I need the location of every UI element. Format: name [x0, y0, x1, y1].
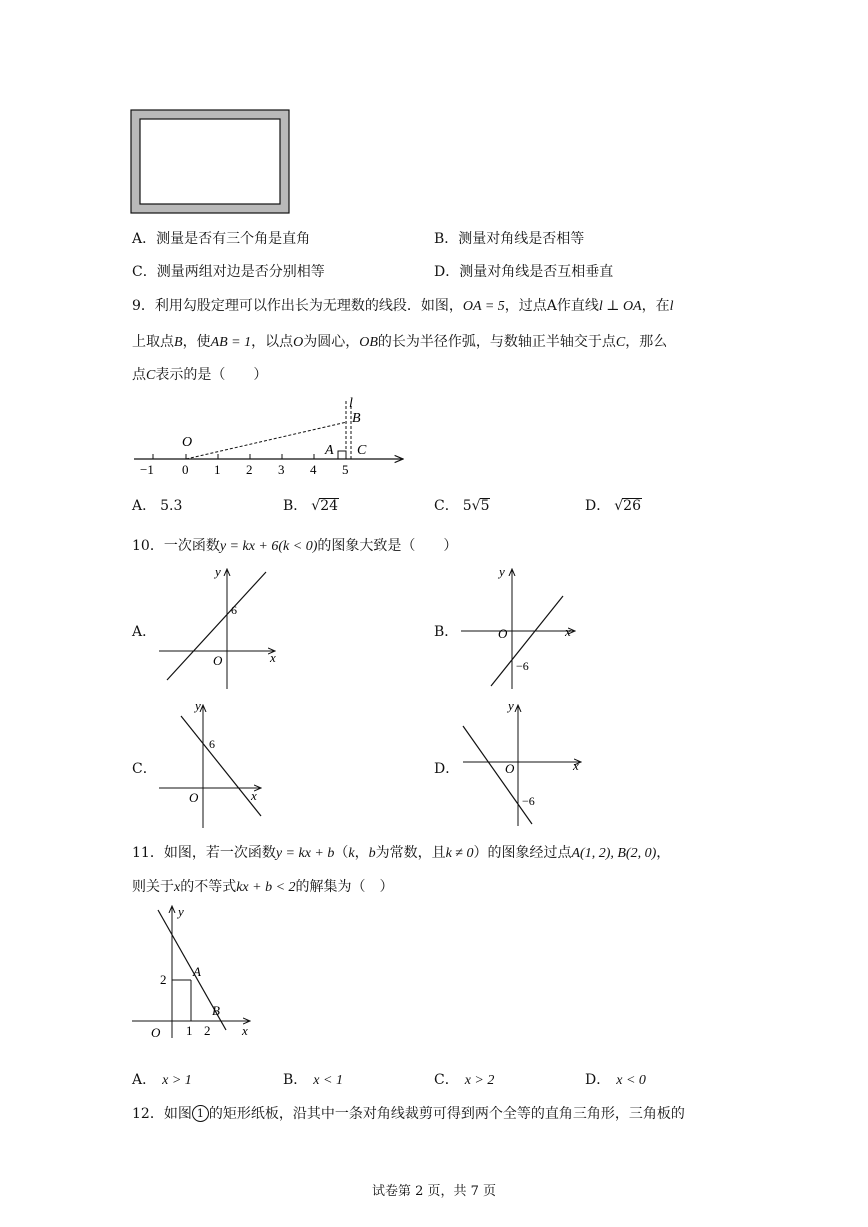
text: 的图象大致是（ ）: [317, 538, 458, 554]
intercept-label: −6: [522, 794, 535, 808]
radical-sign: √: [311, 498, 321, 514]
math-ob: OB: [359, 335, 378, 350]
text: ，过点A作直线: [504, 298, 599, 314]
intercept-label: −6: [516, 659, 529, 673]
q11-graph: [130, 900, 255, 1040]
text: 为圆心，: [303, 334, 360, 350]
label-o: O: [182, 435, 193, 450]
radicand: 24: [320, 498, 339, 514]
text: 9．利用勾股定理可以作出长为无理数的线段．如图，: [132, 298, 463, 314]
q11-option-a: [132, 1069, 192, 1089]
option-letter: C．: [434, 498, 459, 514]
page-footer: 试卷第 2 页，共 7 页: [371, 1184, 497, 1199]
math-b: B: [174, 335, 183, 350]
y-label: y: [215, 564, 221, 579]
tick-label: 1: [214, 462, 221, 477]
origin-label: O: [505, 761, 515, 776]
option-letter: D．: [434, 264, 460, 280]
point-b-label: B: [212, 1003, 220, 1018]
text: ，: [656, 845, 671, 861]
math-ab: AB = 1: [210, 335, 252, 350]
q12-line-1: [132, 1103, 685, 1123]
q8-option-c: [132, 261, 325, 281]
text: 上取点: [132, 334, 174, 350]
y-label: y: [499, 564, 505, 579]
label-b: B: [352, 411, 361, 426]
tick-label: −1: [140, 462, 154, 477]
text: 10．一次函数: [132, 538, 220, 554]
option-text: x < 1: [313, 1073, 343, 1088]
text: ，使: [182, 334, 211, 350]
option-text: 测量对角线是否相等: [458, 231, 585, 247]
intercept-label: 6: [209, 737, 215, 751]
text: 11．如图，若一次函数: [132, 845, 276, 861]
option-letter: B．: [283, 1072, 308, 1088]
text: ，那么: [625, 334, 668, 350]
text: ）的图象经过点: [473, 845, 572, 861]
option-letter: C．: [132, 264, 157, 280]
x-label: x: [251, 788, 257, 803]
text: 的长为半径作弧，与数轴正半轴交于点: [377, 334, 616, 350]
coefficient: 5: [462, 498, 472, 514]
x-tick-1: 1: [186, 1023, 193, 1038]
tick-label: 3: [278, 462, 285, 477]
x-label: x: [573, 758, 579, 773]
text: 点: [132, 367, 146, 383]
q10-graph-c: [155, 698, 267, 830]
q10-graph-b: [457, 562, 582, 692]
right-angle-mark: [338, 451, 346, 459]
q11-option-b: [283, 1069, 343, 1089]
math-perp: l ⊥ OA: [598, 299, 642, 314]
radicand: 5: [480, 498, 490, 514]
number-line-figure: [130, 393, 412, 478]
option-text: 测量是否有三个角是直角: [156, 231, 311, 247]
tick-label: 0: [182, 462, 189, 477]
q10-graph-d: [457, 698, 585, 830]
x-label: x: [270, 650, 276, 665]
q9-line-1: [132, 295, 674, 315]
point-a-label: A: [193, 964, 201, 979]
option-letter: B．: [283, 498, 308, 514]
label-a: A: [325, 443, 334, 458]
origin-label: O: [213, 653, 223, 668]
option-text: 5.3: [160, 498, 183, 514]
tick-marks: [153, 454, 346, 459]
option-text: x > 1: [162, 1073, 192, 1088]
label-c: C: [357, 443, 367, 458]
y-label: y: [508, 698, 514, 713]
math-x: x: [174, 880, 181, 895]
math-oa: OA = 5: [462, 299, 505, 314]
math-equation: y = kx + b: [275, 846, 335, 861]
q11-line-1: [132, 842, 670, 862]
q8-option-b: [434, 228, 584, 248]
q9-option-a: [132, 495, 182, 515]
text: 的不等式: [180, 879, 237, 895]
segment-ob: [186, 422, 347, 459]
option-letter: B．: [434, 231, 459, 247]
frame-figure: [130, 109, 291, 215]
option-text: 测量两组对边是否分别相等: [156, 264, 325, 280]
radical-sign: √: [471, 498, 481, 514]
option-text: x < 0: [616, 1073, 646, 1088]
option-letter: D．: [585, 1072, 611, 1088]
math-k: k: [348, 846, 355, 861]
y-tick-2: 2: [160, 972, 167, 987]
origin-label: O: [189, 790, 199, 805]
q10-stem: [132, 535, 457, 555]
math-k-nonzero: k ≠ 0: [445, 846, 474, 861]
math-inequality: kx + b < 2: [236, 880, 296, 895]
q9-option-d: [585, 495, 642, 515]
math-l: l: [669, 299, 674, 314]
q11-line-2: [132, 876, 394, 896]
origin-label: O: [151, 1025, 161, 1040]
text: 则关于: [132, 879, 174, 895]
math-o: O: [293, 335, 304, 350]
tick-label: 5: [342, 462, 349, 477]
math-equation: y = kx + 6(k < 0): [219, 539, 318, 554]
option-text: 测量对角线是否互相垂直: [459, 264, 614, 280]
text: 表示的是（ ）: [155, 367, 268, 383]
tick-label: 2: [246, 462, 253, 477]
math-points: A(1, 2), B(2, 0): [571, 846, 657, 861]
option-letter: A．: [132, 231, 157, 247]
option-letter: D．: [585, 498, 611, 514]
text: 为常数，且: [375, 845, 446, 861]
math-c: C: [615, 335, 626, 350]
text: 的解集为（ ）: [295, 879, 394, 895]
q10-option-a-letter: A．: [132, 624, 157, 640]
math-c: C: [146, 368, 156, 383]
option-letter: A．: [132, 498, 157, 514]
option-text: x > 2: [464, 1073, 495, 1088]
text: ，以点: [251, 334, 294, 350]
circled-number: 1: [192, 1105, 209, 1122]
option-letter: C．: [434, 1072, 459, 1088]
q11-option-c: [434, 1069, 494, 1089]
intercept-label: 6: [231, 603, 237, 617]
q11-option-d: [585, 1069, 646, 1089]
text: 12．如图: [132, 1106, 192, 1122]
text: 的矩形纸板，沿其中一条对角线裁剪可得到两个全等的直角三角形，三角板的: [208, 1106, 685, 1122]
q10-graph-a: [155, 562, 285, 692]
option-letter: A．: [132, 1072, 157, 1088]
q10-option-c-letter: C．: [132, 761, 157, 777]
text: ，: [354, 845, 369, 861]
q10-option-d-letter: D．: [434, 761, 460, 777]
q10-option-b-letter: B．: [434, 624, 459, 640]
x-label: x: [242, 1023, 248, 1038]
q9-option-b: [283, 495, 339, 515]
q9-line-3: [132, 364, 267, 384]
radical-sign: √: [614, 498, 624, 514]
math-b: b: [368, 846, 376, 861]
y-label: y: [178, 904, 184, 919]
q9-option-c: [434, 495, 490, 515]
radicand: 26: [623, 498, 641, 514]
label-l: l: [349, 396, 353, 411]
x-tick-2: 2: [204, 1023, 211, 1038]
q8-option-d: [434, 261, 613, 281]
tick-label: 4: [310, 462, 317, 477]
text: ，在: [641, 298, 670, 314]
x-label: x: [565, 624, 571, 639]
y-label: y: [195, 698, 201, 713]
q8-option-a: [132, 228, 310, 248]
q9-line-2: [132, 331, 667, 351]
origin-label: O: [498, 626, 508, 641]
text: （: [334, 845, 349, 861]
